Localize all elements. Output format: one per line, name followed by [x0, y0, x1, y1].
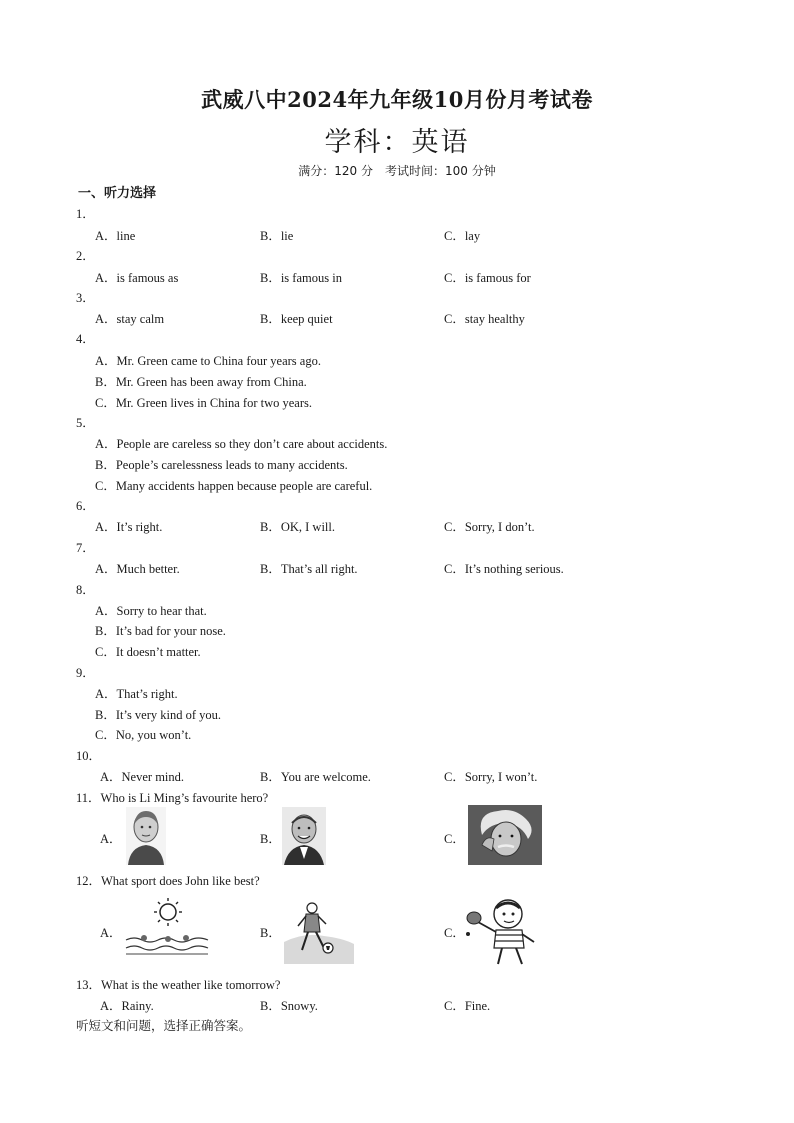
portrait-woman-icon[interactable]: [126, 807, 166, 865]
question-8-option-c[interactable]: C．It doesn’t matter.: [95, 645, 201, 659]
question-5-option-a[interactable]: A．People are careless so they don’t care about accidents.: [95, 437, 388, 451]
question-8-option-b[interactable]: B．It’s bad for your nose.: [95, 624, 226, 638]
question-10-number: 10．: [76, 749, 102, 763]
question-4-number: 4．: [76, 332, 95, 346]
exam-title: 武威八中2024年九年级10月份月考试卷: [201, 87, 593, 112]
portrait-elderly-man-icon[interactable]: [282, 807, 326, 865]
question-6-option-b[interactable]: B．OK, I will.: [260, 520, 336, 534]
section-heading: 一、听力选择: [78, 186, 157, 201]
question-11-text: 11．Who is Li Ming’s favourite hero?: [76, 791, 269, 805]
question-9-option-b[interactable]: B．It’s very kind of you.: [95, 708, 222, 722]
question-9-option-a[interactable]: A．That’s right.: [95, 687, 178, 701]
question-5-number: 5．: [76, 416, 95, 430]
question-11-option-b[interactable]: B．: [260, 832, 281, 846]
question-9-number: 9．: [76, 666, 95, 680]
question-9-option-c[interactable]: C．No, you won’t.: [95, 728, 192, 742]
exam-subject: 学科：英语: [324, 127, 470, 158]
ping-pong-player-icon[interactable]: [464, 894, 542, 966]
question-5-option-b[interactable]: B．People’s carelessness leads to many accidents.: [95, 458, 348, 472]
question-7-option-c[interactable]: C．It’s nothing serious.: [444, 562, 564, 576]
exam-meta: 满分：120 分 考试时间：100 分钟: [298, 164, 496, 178]
question-2-option-a[interactable]: A．is famous as: [95, 271, 179, 285]
question-5-option-c[interactable]: C．Many accidents happen because people are careful.: [95, 479, 373, 493]
football-player-icon[interactable]: [284, 898, 354, 964]
question-12-option-b[interactable]: B．: [260, 926, 281, 940]
question-4-option-c[interactable]: C．Mr. Green lives in China for two years.: [95, 396, 312, 410]
question-1-option-a[interactable]: A．line: [95, 229, 136, 243]
question-7-option-a[interactable]: A．Much better.: [95, 562, 180, 576]
question-3-option-c[interactable]: C．stay healthy: [444, 312, 525, 326]
question-10-option-b[interactable]: B．You are welcome.: [260, 770, 371, 784]
question-4-option-b[interactable]: B．Mr. Green has been away from China.: [95, 375, 307, 389]
swimming-scene-icon[interactable]: [124, 896, 210, 958]
question-7-option-b[interactable]: B．That’s all right.: [260, 562, 358, 576]
question-1-option-c[interactable]: C．lay: [444, 229, 481, 243]
question-6-option-c[interactable]: C．Sorry, I don’t.: [444, 520, 535, 534]
question-2-option-b[interactable]: B．is famous in: [260, 271, 342, 285]
question-8-option-a[interactable]: A．Sorry to hear that.: [95, 604, 207, 618]
question-2-number: 2．: [76, 249, 95, 263]
question-3-option-a[interactable]: A．stay calm: [95, 312, 165, 326]
question-11-option-a[interactable]: A．: [100, 832, 122, 846]
question-3-option-b[interactable]: B．keep quiet: [260, 312, 333, 326]
question-3-number: 3．: [76, 291, 95, 305]
question-10-option-a[interactable]: A．Never mind.: [100, 770, 185, 784]
question-12-option-c[interactable]: C．: [444, 926, 465, 940]
portrait-scientist-icon[interactable]: [468, 805, 542, 865]
question-13-option-b[interactable]: B．Snowy.: [260, 999, 318, 1013]
question-12-text: 12．What sport does John like best?: [76, 874, 260, 888]
question-11-option-c[interactable]: C．: [444, 832, 465, 846]
question-1-number: 1．: [76, 207, 95, 221]
question-12-option-a[interactable]: A．: [100, 926, 122, 940]
question-8-number: 8．: [76, 583, 95, 597]
question-7-number: 7．: [76, 541, 95, 555]
question-6-number: 6．: [76, 499, 95, 513]
question-10-option-c[interactable]: C．Sorry, I won’t.: [444, 770, 538, 784]
question-13-option-a[interactable]: A．Rainy.: [100, 999, 154, 1013]
instruction-text: 听短文和问题，选择正确答案。: [76, 1018, 252, 1033]
question-1-option-b[interactable]: B．lie: [260, 229, 294, 243]
question-13-text: 13．What is the weather like tomorrow?: [76, 978, 281, 992]
question-2-option-c[interactable]: C．is famous for: [444, 271, 531, 285]
question-4-option-a[interactable]: A．Mr. Green came to China four years ago.: [95, 354, 321, 368]
question-6-option-a[interactable]: A．It’s right.: [95, 520, 163, 534]
question-13-option-c[interactable]: C．Fine.: [444, 999, 491, 1013]
